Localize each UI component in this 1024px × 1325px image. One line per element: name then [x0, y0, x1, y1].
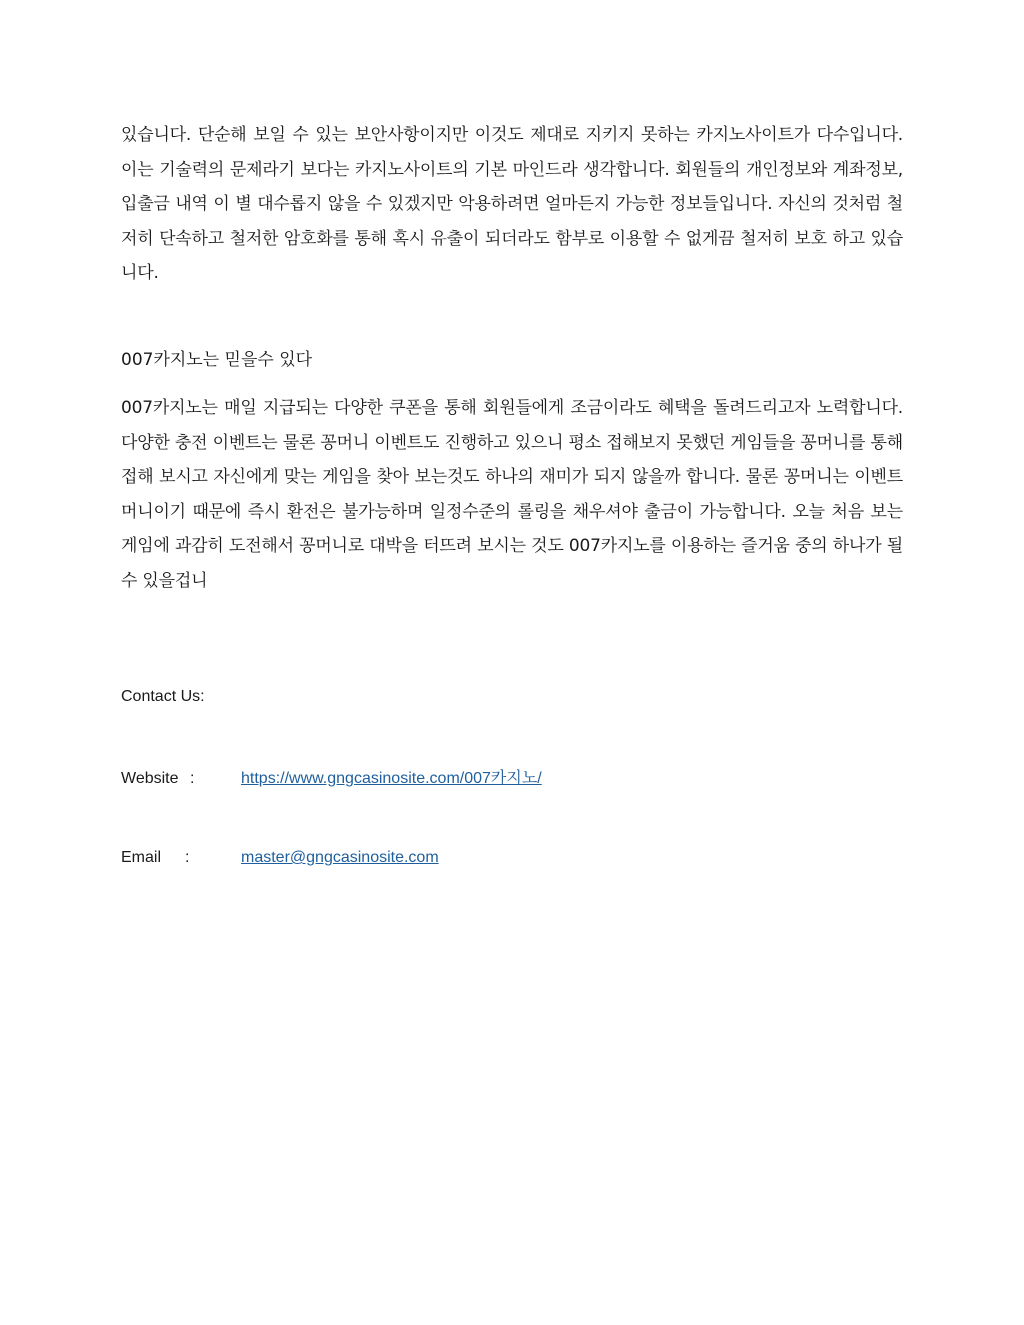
website-link[interactable]: https://www.gngcasinosite.com/007카지노/ [241, 770, 542, 787]
email-link[interactable]: master@gngcasinosite.com [241, 849, 439, 866]
paragraph-coupons: 007카지노는 매일 지급되는 다양한 쿠폰을 통해 회원들에게 조금이라도 혜택을 돌려드리고자 노력합니다. 다양한 충전 이벤트는 물론 꽁머니 이벤트도 진행하고 있으니 평소 접해보지 못했던 게임들을 꽁머니를 통해 접해 보시고 자신에게 맞는 게임을 찾아 보는것도 하나의 재미가 되지 않을까 합니다. 물론 꽁머니는 이벤트 머니이기 때문에 즉시 환전은 불가능하며 일정수준의 롤링을 채우셔야 출금이 가능합니다. 오늘 처음 보는 게임에 과감히 도전해서 꽁머니로 대박을 터뜨려 보시는 것도 007카지노를 이용하는 즐거움 중의 하나가 될수 있을겁니 [121, 398, 903, 591]
website-row [121, 767, 921, 791]
email-label: Email [121, 849, 162, 866]
website-label: Website [121, 770, 179, 787]
section-heading: 007카지노는 믿을수 있다 [121, 350, 313, 370]
website-colon: : [190, 770, 195, 787]
email-row [121, 846, 921, 870]
paragraph-security: 있습니다. 단순해 보일 수 있는 보안사항이지만 이것도 제대로 지키지 못하는 카지노사이트가 다수입니다. 이는 기술력의 문제라기 보다는 카지노사이트의 기본 마인드라 생각합니다. 회원들의 개인정보와 계좌정보, 입출금 내역 이 별 대수롭지 않을 수 있겠지만 악용하려면 얼마든지 가능한 정보들입니다. 자신의 것처럼 철저히 단속하고 철저한 암호화를 통해 혹시 유출이 되더라도 함부로 이용할 수 없게끔 철저히 보호 하고 있습니다. [121, 125, 903, 283]
email-colon: : [185, 849, 190, 866]
contact-us-label: Contact Us: [121, 688, 205, 705]
